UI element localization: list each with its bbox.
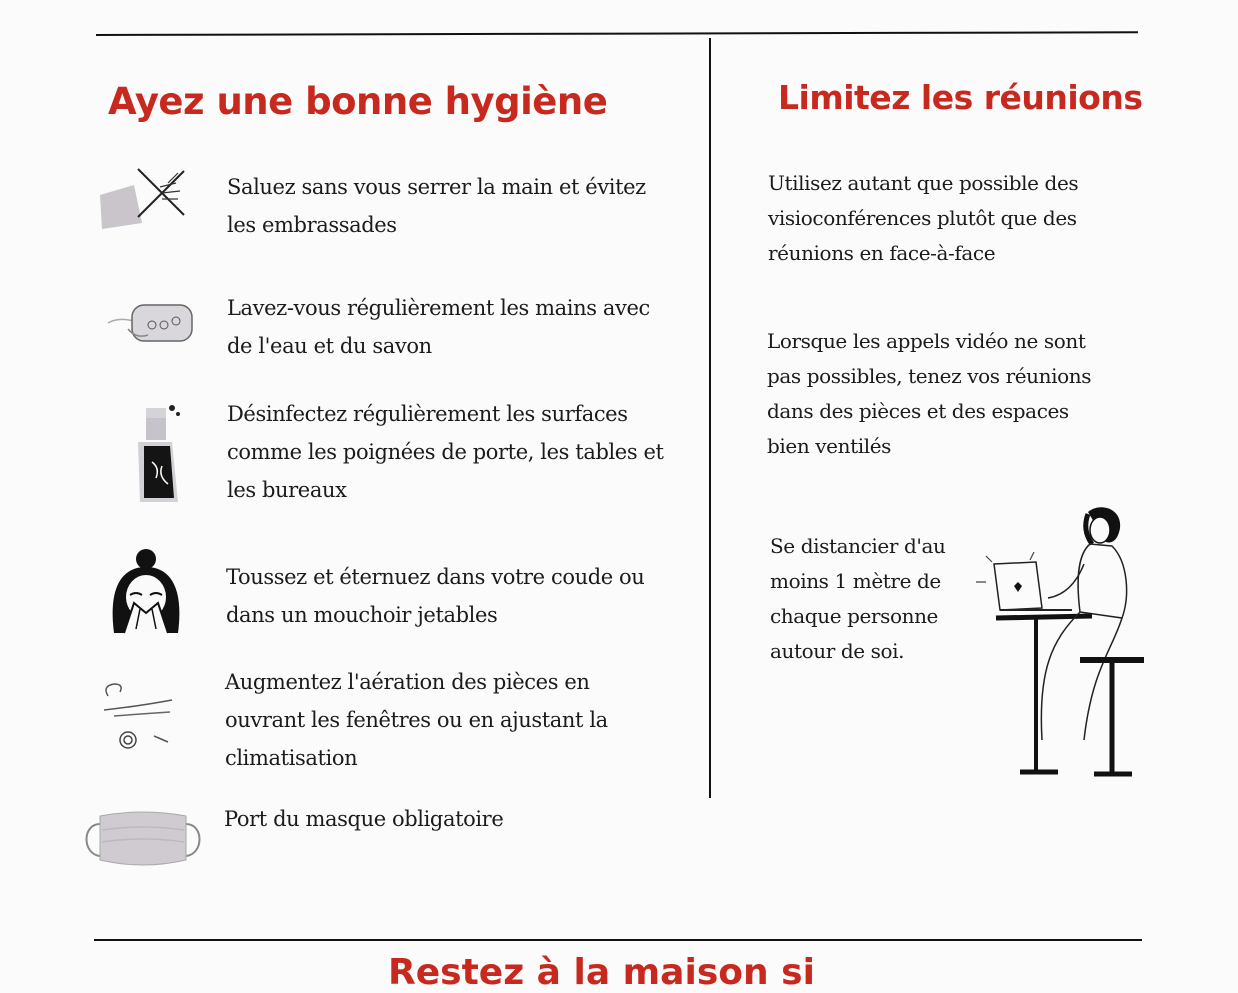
- woman-at-laptop-icon: [972, 500, 1152, 780]
- hygiene-item-4-text: Toussez et éternuez dans votre coude ou dans un mouchoir jetables: [226, 565, 645, 627]
- column-divider: [709, 38, 711, 798]
- soap-icon: [104, 293, 200, 353]
- top-rule: [96, 31, 1138, 36]
- face-mask-icon: [80, 810, 206, 868]
- hygiene-item-5-text: Augmentez l'aération des pièces en ouvrant les fenêtres ou en ajustant la climatisation: [225, 670, 608, 770]
- meeting-paragraph-1: Utilisez autant que possible des visioconférences plutôt que des réunions en face-à-face: [768, 171, 1079, 265]
- wind-icon: [100, 680, 180, 752]
- footer-heading: Restez à la maison si: [388, 952, 815, 993]
- meeting-paragraph-2: Lorsque les appels vidéo ne sont pas possibles, tenez vos réunions dans des pièces et des espaces bien ventilés: [767, 329, 1092, 458]
- hygiene-item-3-text: Désinfectez régulièrement les surfaces comme les poignées de porte, les tables et les bureaux: [227, 402, 664, 502]
- no-handshake-icon: [98, 165, 190, 233]
- hygiene-item-1-text: Saluez sans vous serrer la main et évitez les embrassades: [227, 175, 646, 237]
- spray-bottle-icon: [132, 402, 192, 510]
- hygiene-item-2-text: Lavez-vous régulièrement les mains avec de l'eau et du savon: [227, 296, 650, 358]
- meeting-paragraph-3: Se distancier d'au moins 1 mètre de chaque personne autour de soi.: [770, 534, 946, 663]
- left-heading: Ayez une bonne hygiène: [108, 80, 608, 123]
- sneeze-icon: [100, 547, 192, 637]
- right-heading: Limitez les réunions: [778, 78, 1143, 117]
- bottom-rule: [94, 939, 1142, 941]
- hygiene-item-6-text: Port du masque obligatoire: [224, 807, 504, 831]
